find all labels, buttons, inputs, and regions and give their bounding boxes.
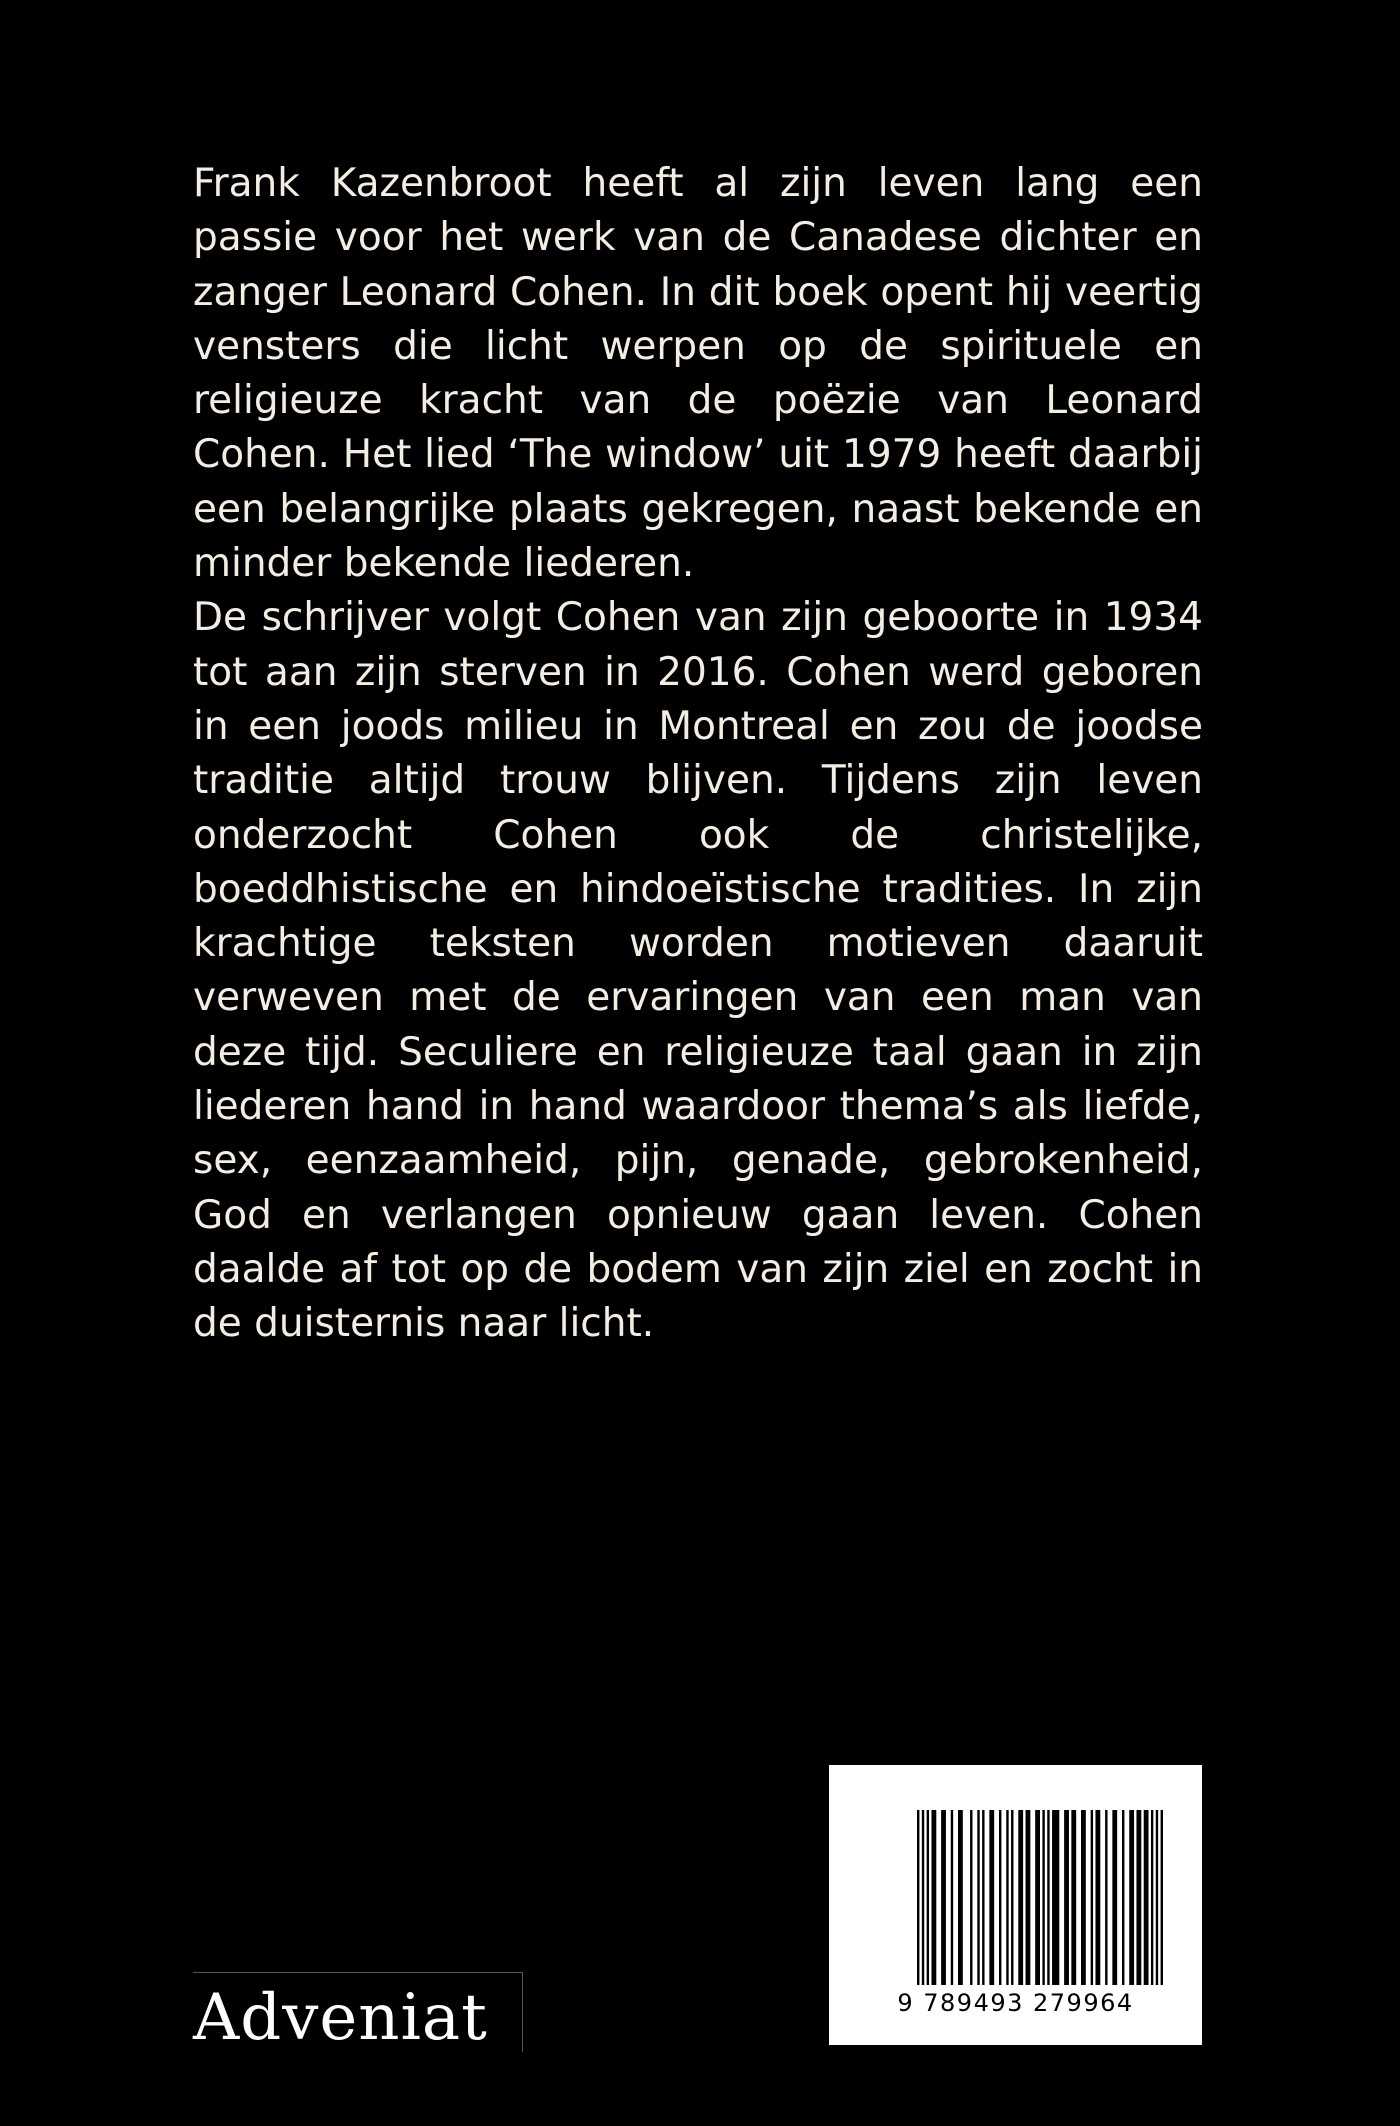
barcode-bar (989, 1810, 994, 1985)
barcode-number: 9 789493 279964 (897, 1989, 1134, 2017)
barcode-bar (958, 1810, 963, 1985)
barcode-bar (1144, 1810, 1149, 1985)
barcode-bar (1156, 1810, 1158, 1985)
barcode-bar (922, 1810, 924, 1985)
barcode-bar (1161, 1810, 1163, 1985)
barcode-bar (1052, 1810, 1059, 1985)
barcode-bar (941, 1810, 946, 1985)
barcode-bar (1129, 1810, 1134, 1985)
barcode-bar (1081, 1810, 1086, 1985)
barcode-bar (951, 1810, 953, 1985)
blurb-paragraph-1: Frank Kazenbroot heeft al zijn leven lang een passie voor het werk van de Canadese dichter en zanger Leonard Cohen. In dit boek opent hij veertig vensters die licht werpen op de spirituele en religieuze kracht van de poëzie van Leonard Cohen. Het lied ‘The window’ uit 1979 heeft daarbij een belangrijke plaats gekregen, naast bekende en minder bekende liederen. (193, 161, 1203, 587)
publisher-logo-text: Adveniat (193, 1981, 488, 2055)
barcode-bar (982, 1810, 984, 1985)
barcode-bar (1026, 1810, 1031, 1985)
barcode-bar (1042, 1810, 1044, 1985)
barcode-bar (931, 1810, 936, 1985)
barcode-bar (927, 1810, 929, 1985)
barcode-bar (970, 1810, 972, 1985)
barcode-bar (1112, 1810, 1117, 1985)
barcode-bars (917, 1810, 1163, 1985)
barcode-bar (1136, 1810, 1141, 1985)
barcode-bar (1018, 1810, 1023, 1985)
blurb-paragraph-2: De schrijver volgt Cohen van zijn geboorte in 1934 tot aan zijn sterven in 2016. Cohen werd geboren in een joods milieu in Montreal en zou de joodse traditie altijd trouw blijven. Tijdens zijn leven onderzocht Cohen ook de christelijke, boeddhistische en hindoeïstische tradities. In zijn krachtige teksten worden motieven daaruit verweven met de ervaringen van een man van deze tijd. Seculiere en religieuze taal gaan in zijn liederen hand in hand waardoor thema’s als liefde, sex, eenzaamheid, pijn, genade, gebrokenheid, God en verlangen opnieuw gaan leven. Cohen daalde af tot op de bodem van zijn ziel en zocht in de duisternis naar licht. (193, 595, 1203, 1347)
publisher-logo (193, 1972, 523, 2055)
barcode-bar (1105, 1810, 1107, 1985)
barcode-bar (977, 1810, 979, 1985)
barcode-bar (1122, 1810, 1124, 1985)
barcode-bar (917, 1810, 919, 1985)
barcode-bar (1091, 1810, 1093, 1985)
barcode-bar (1047, 1810, 1049, 1985)
barcode-bar (1071, 1810, 1076, 1985)
back-cover-blurb (193, 157, 1203, 1352)
barcode-bar (1151, 1810, 1153, 1985)
barcode-bar (999, 1810, 1001, 1985)
barcode-bar (1064, 1810, 1069, 1985)
barcode-bar (1006, 1810, 1008, 1985)
barcode-bar (1011, 1810, 1013, 1985)
barcode-bar (1095, 1810, 1100, 1985)
barcode-bar (1035, 1810, 1040, 1985)
isbn-barcode (829, 1765, 1202, 2045)
